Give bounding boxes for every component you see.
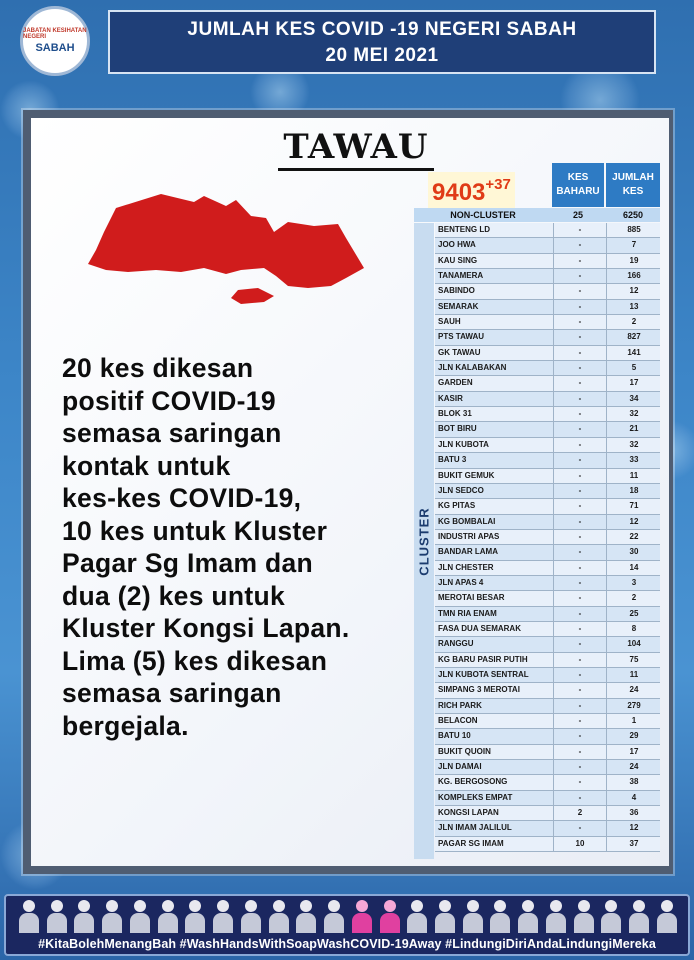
cluster-name: BLOK 31 <box>438 409 472 419</box>
person-icon <box>323 898 345 934</box>
person-icon <box>46 898 68 934</box>
cluster-jumlah-kes: 21 <box>606 422 661 436</box>
cluster-jumlah-kes: 141 <box>606 346 661 360</box>
person-icon <box>240 898 262 934</box>
cluster-kes-baharu: - <box>553 300 606 314</box>
table-row <box>435 499 660 514</box>
person-icon <box>184 898 206 934</box>
cluster-kes-baharu: - <box>553 499 606 513</box>
cluster-jumlah-kes: 75 <box>606 653 661 667</box>
table-row <box>435 699 660 714</box>
person-head <box>106 900 118 912</box>
description-line: positif COVID-19 <box>62 385 276 416</box>
person-icon <box>656 898 678 934</box>
table-row <box>435 376 660 391</box>
description-line: Kluster Kongsi Lapan. <box>62 613 350 643</box>
table-row <box>435 714 660 729</box>
person-head <box>162 900 174 912</box>
person-head <box>494 900 506 912</box>
cluster-name: BANDAR LAMA <box>438 547 498 557</box>
district-title: TAWAU <box>278 127 434 171</box>
person-body <box>518 913 538 933</box>
cluster-label-text: CLUSTER <box>416 506 432 576</box>
cluster-name: KG PITAS <box>438 501 476 511</box>
person-icon <box>434 898 456 934</box>
total-cases <box>428 172 515 208</box>
table-row <box>435 330 660 345</box>
cluster-kes-baharu: - <box>553 453 606 467</box>
table-row <box>435 530 660 545</box>
cluster-jumlah-kes: 4 <box>606 791 661 805</box>
description-line: Pagar Sg Imam dan <box>62 548 314 578</box>
table-row <box>435 775 660 790</box>
total-cumulative: 9403 <box>432 179 486 206</box>
person-head <box>51 900 63 912</box>
cluster-kes-baharu: - <box>553 438 606 452</box>
person-head <box>189 900 201 912</box>
person-body <box>324 913 344 933</box>
person-body <box>657 913 677 933</box>
cluster-jumlah-kes: 11 <box>606 668 661 682</box>
cluster-kes-baharu: - <box>553 699 606 713</box>
cluster-kes-baharu: - <box>553 223 606 237</box>
cluster-kes-baharu: - <box>553 760 606 774</box>
person-body <box>213 913 233 933</box>
cluster-name: JLN KALABAKAN <box>438 363 507 373</box>
cluster-name: BATU 10 <box>438 731 471 741</box>
footer-banner <box>4 894 690 956</box>
cluster-name: SIMPANG 3 MEROTAI <box>438 685 520 695</box>
table-row <box>435 238 660 253</box>
table-row <box>435 576 660 591</box>
person-head <box>605 900 617 912</box>
cluster-jumlah-kes: 17 <box>606 376 661 390</box>
cluster-name: TANAMERA <box>438 271 484 281</box>
table-row <box>435 653 660 668</box>
person-body <box>380 913 400 933</box>
column-header-kes-baharu <box>552 163 604 207</box>
table-row <box>435 745 660 760</box>
cluster-name: JLN KUBOTA SENTRAL <box>438 669 529 679</box>
cluster-jumlah-kes: 18 <box>606 484 661 498</box>
cluster-name: INDUSTRI APAS <box>438 531 500 541</box>
cluster-kes-baharu: - <box>553 545 606 559</box>
person-head <box>23 900 35 912</box>
person-head <box>439 900 451 912</box>
cluster-name: SAUH <box>438 317 461 327</box>
cluster-jumlah-kes: 11 <box>606 469 661 483</box>
cluster-name: RANGGU <box>438 639 474 649</box>
cluster-name: JLN SEDCO <box>438 485 484 495</box>
header-baharu-line2: BAHARU <box>556 186 600 197</box>
table-row <box>435 821 660 836</box>
person-icon <box>212 898 234 934</box>
cluster-jumlah-kes: 104 <box>606 637 661 651</box>
cluster-kes-baharu: - <box>553 821 606 835</box>
person-head <box>78 900 90 912</box>
person-body <box>601 913 621 933</box>
cluster-name: KAU SING <box>438 255 478 265</box>
person-icon <box>351 898 373 934</box>
cluster-jumlah-kes: 885 <box>606 223 661 237</box>
cluster-jumlah-kes: 2 <box>606 315 661 329</box>
person-icon <box>489 898 511 934</box>
cluster-kes-baharu: - <box>553 269 606 283</box>
description-line: semasa saringan <box>62 678 282 708</box>
cluster-kes-baharu: - <box>553 622 606 636</box>
cluster-jumlah-kes: 24 <box>606 683 661 697</box>
table-row <box>435 683 660 698</box>
non-cluster-name: NON-CLUSTER <box>450 210 516 220</box>
person-icon <box>462 898 484 934</box>
cluster-jumlah-kes: 71 <box>606 499 661 513</box>
non-cluster-baharu: 25 <box>572 210 583 220</box>
person-body <box>629 913 649 933</box>
cluster-name: GARDEN <box>438 378 473 388</box>
page-title: JUMLAH KES COVID -19 NEGERI SABAH <box>187 19 577 40</box>
cluster-jumlah-kes: 7 <box>606 238 661 252</box>
description-line: kontak untuk <box>62 450 231 481</box>
person-body <box>407 913 427 933</box>
person-body <box>158 913 178 933</box>
cluster-kes-baharu: - <box>553 775 606 789</box>
person-head <box>661 900 673 912</box>
logo-name: SABAH <box>35 42 75 54</box>
cluster-name: JOO HWA <box>438 240 476 250</box>
header-baharu-line1: KES <box>567 172 589 183</box>
total-new: +37 <box>485 176 511 193</box>
cluster-kes-baharu: - <box>553 330 606 344</box>
person-body <box>463 913 483 933</box>
cluster-name: KG. BERGOSONG <box>438 777 508 787</box>
cluster-jumlah-kes: 14 <box>606 561 661 575</box>
description-line: kes-kes COVID-19, <box>62 483 302 513</box>
table-row <box>435 469 660 484</box>
non-cluster-row <box>414 208 660 222</box>
cluster-jumlah-kes: 12 <box>606 515 661 529</box>
report-date: 20 MEI 2021 <box>325 45 439 66</box>
person-icon <box>18 898 40 934</box>
table-row <box>435 607 660 622</box>
cluster-name: KG BOMBALAI <box>438 516 496 526</box>
case-description <box>62 352 412 742</box>
description-line: dua (2) kes untuk <box>62 580 286 611</box>
table-row <box>435 453 660 468</box>
person-head <box>550 900 562 912</box>
table-row <box>435 422 660 437</box>
cluster-jumlah-kes: 37 <box>606 837 661 851</box>
header-jumlah-line1: JUMLAH <box>612 172 654 183</box>
cluster-kes-baharu: - <box>553 422 606 436</box>
table-row <box>435 591 660 606</box>
cluster-name: KASIR <box>438 393 463 403</box>
cluster-name: BOT BIRU <box>438 424 477 434</box>
person-icon <box>600 898 622 934</box>
table-row <box>435 484 660 499</box>
cluster-kes-baharu: 2 <box>553 806 606 820</box>
cluster-name: JLN IMAM JALILUL <box>438 823 512 833</box>
person-head <box>467 900 479 912</box>
cluster-jumlah-kes: 827 <box>606 330 661 344</box>
table-row <box>435 668 660 683</box>
table-row <box>435 254 660 269</box>
cluster-name: JLN DAMAI <box>438 762 482 772</box>
description-line: bergejala. <box>62 710 189 741</box>
cluster-kes-baharu: - <box>553 254 606 268</box>
cluster-kes-baharu: - <box>553 668 606 682</box>
person-head <box>245 900 257 912</box>
cluster-jumlah-kes: 25 <box>606 607 661 621</box>
table-row <box>435 637 660 652</box>
cluster-name: SEMARAK <box>438 301 479 311</box>
healthcare-figures <box>18 898 678 934</box>
person-icon <box>73 898 95 934</box>
cluster-jumlah-kes: 29 <box>606 729 661 743</box>
person-head <box>633 900 645 912</box>
table-row <box>435 361 660 376</box>
table-row <box>435 837 660 852</box>
table-row <box>435 545 660 560</box>
cluster-kes-baharu: - <box>553 637 606 651</box>
person-head <box>384 900 396 912</box>
cluster-kes-baharu: - <box>553 714 606 728</box>
person-body <box>130 913 150 933</box>
person-body <box>19 913 39 933</box>
cluster-kes-baharu: - <box>553 683 606 697</box>
cluster-name: MEROTAI BESAR <box>438 593 505 603</box>
cluster-jumlah-kes: 17 <box>606 745 661 759</box>
cluster-kes-baharu: - <box>553 591 606 605</box>
cluster-kes-baharu: - <box>553 392 606 406</box>
cluster-kes-baharu: - <box>553 484 606 498</box>
cluster-kes-baharu: - <box>553 515 606 529</box>
person-icon <box>573 898 595 934</box>
logo-top-text: JABATAN KESIHATAN NEGERI <box>23 28 87 40</box>
cluster-name: KG BARU PASIR PUTIH <box>438 654 528 664</box>
person-head <box>328 900 340 912</box>
person-body <box>47 913 67 933</box>
description-line: 20 kes dikesan <box>62 353 254 383</box>
cluster-name: BELACON <box>438 716 478 725</box>
person-icon <box>268 898 290 934</box>
table-row <box>435 407 660 422</box>
person-head <box>411 900 423 912</box>
cluster-name: JLN CHESTER <box>438 562 494 572</box>
person-icon <box>545 898 567 934</box>
person-head <box>578 900 590 912</box>
cluster-name: BUKIT QUOIN <box>438 746 491 756</box>
table-row <box>435 438 660 453</box>
cluster-kes-baharu: - <box>553 407 606 421</box>
tawau-map <box>76 188 376 318</box>
column-header-jumlah-kes <box>606 163 660 207</box>
cluster-kes-baharu: - <box>553 315 606 329</box>
person-icon <box>295 898 317 934</box>
person-body <box>102 913 122 933</box>
person-icon <box>101 898 123 934</box>
person-body <box>269 913 289 933</box>
cluster-kes-baharu: - <box>553 745 606 759</box>
cluster-name: PTS TAWAU <box>438 332 485 342</box>
person-icon <box>517 898 539 934</box>
cluster-jumlah-kes: 34 <box>606 392 661 406</box>
person-icon <box>406 898 428 934</box>
person-icon <box>379 898 401 934</box>
table-row <box>435 269 660 284</box>
cluster-table <box>435 223 660 852</box>
cluster-name: KONGSI LAPAN <box>438 808 499 818</box>
person-head <box>273 900 285 912</box>
table-row <box>435 346 660 361</box>
cluster-name: GK TAWAU <box>438 347 481 357</box>
table-row <box>435 760 660 775</box>
cluster-kes-baharu: - <box>553 653 606 667</box>
person-icon <box>628 898 650 934</box>
footer-hashtags: #KitaBolehMenangBah #WashHandsWithSoapWashCOVID-19Away #LindungiDiriAndaLindungiMereka <box>38 937 656 951</box>
cluster-jumlah-kes: 19 <box>606 254 661 268</box>
cluster-name: PAGAR SG IMAM <box>438 838 504 848</box>
table-row <box>435 806 660 821</box>
table-row <box>435 729 660 744</box>
cluster-kes-baharu: - <box>553 791 606 805</box>
cluster-jumlah-kes: 279 <box>606 699 661 713</box>
person-body <box>296 913 316 933</box>
table-row <box>435 315 660 330</box>
non-cluster-jumlah: 6250 <box>622 210 644 220</box>
cluster-jumlah-kes: 13 <box>606 300 661 314</box>
cluster-kes-baharu: - <box>553 576 606 590</box>
table-row <box>435 622 660 637</box>
tawau-map-shape <box>88 194 364 288</box>
person-body <box>241 913 261 933</box>
cluster-jumlah-kes: 8 <box>606 622 661 636</box>
cluster-kes-baharu: - <box>553 346 606 360</box>
table-row <box>435 392 660 407</box>
cluster-name: FASA DUA SEMARAK <box>438 623 521 633</box>
cluster-name: BENTENG LD <box>438 225 490 234</box>
cluster-jumlah-kes: 30 <box>606 545 661 559</box>
cluster-jumlah-kes: 5 <box>606 361 661 375</box>
person-body <box>435 913 455 933</box>
person-head <box>522 900 534 912</box>
tawau-map-island <box>231 288 274 304</box>
table-row <box>435 284 660 299</box>
cluster-jumlah-kes: 32 <box>606 407 661 421</box>
table-row <box>435 300 660 315</box>
person-body <box>185 913 205 933</box>
cluster-jumlah-kes: 1 <box>606 714 661 728</box>
cluster-name: BUKIT GEMUK <box>438 470 495 480</box>
cluster-kes-baharu: - <box>553 376 606 390</box>
cluster-jumlah-kes: 32 <box>606 438 661 452</box>
table-row <box>435 791 660 806</box>
cluster-name: KOMPLEKS EMPAT <box>438 792 513 802</box>
cluster-kes-baharu: - <box>553 469 606 483</box>
cluster-kes-baharu: - <box>553 530 606 544</box>
cluster-jumlah-kes: 24 <box>606 760 661 774</box>
cluster-jumlah-kes: 33 <box>606 453 661 467</box>
cluster-jumlah-kes: 38 <box>606 775 661 789</box>
description-line: Lima (5) kes dikesan <box>62 645 328 676</box>
cluster-kes-baharu: - <box>553 284 606 298</box>
cluster-kes-baharu: - <box>553 561 606 575</box>
header-jumlah-line2: KES <box>622 186 644 197</box>
person-head <box>134 900 146 912</box>
person-body <box>352 913 372 933</box>
person-body <box>546 913 566 933</box>
cluster-kes-baharu: - <box>553 729 606 743</box>
cluster-jumlah-kes: 3 <box>606 576 661 590</box>
cluster-kes-baharu: 10 <box>553 837 606 851</box>
table-row <box>435 223 660 238</box>
sabah-health-logo <box>20 6 90 76</box>
cluster-jumlah-kes: 22 <box>606 530 661 544</box>
table-row <box>435 515 660 530</box>
cluster-kes-baharu: - <box>553 361 606 375</box>
cluster-kes-baharu: - <box>553 607 606 621</box>
person-head <box>217 900 229 912</box>
cluster-jumlah-kes: 36 <box>606 806 661 820</box>
cluster-kes-baharu: - <box>553 238 606 252</box>
person-body <box>574 913 594 933</box>
cluster-name: TMN RIA ENAM <box>438 608 497 618</box>
cluster-name: JLN APAS 4 <box>438 577 484 587</box>
page-header <box>108 10 656 74</box>
description-line: semasa saringan <box>62 418 282 448</box>
description-line: 10 kes untuk Kluster <box>62 515 328 546</box>
cluster-name: JLN KUBOTA <box>438 439 489 449</box>
person-icon <box>157 898 179 934</box>
person-head <box>356 900 368 912</box>
person-body <box>490 913 510 933</box>
cluster-jumlah-kes: 12 <box>606 821 661 835</box>
cluster-jumlah-kes: 2 <box>606 591 661 605</box>
cluster-name: SABINDO <box>438 286 475 296</box>
table-row <box>435 561 660 576</box>
cluster-jumlah-kes: 166 <box>606 269 661 283</box>
cluster-name: BATU 3 <box>438 455 467 465</box>
cluster-name: RICH PARK <box>438 700 482 710</box>
person-icon <box>129 898 151 934</box>
person-body <box>74 913 94 933</box>
cluster-jumlah-kes: 12 <box>606 284 661 298</box>
person-head <box>300 900 312 912</box>
cluster-label <box>414 223 434 859</box>
